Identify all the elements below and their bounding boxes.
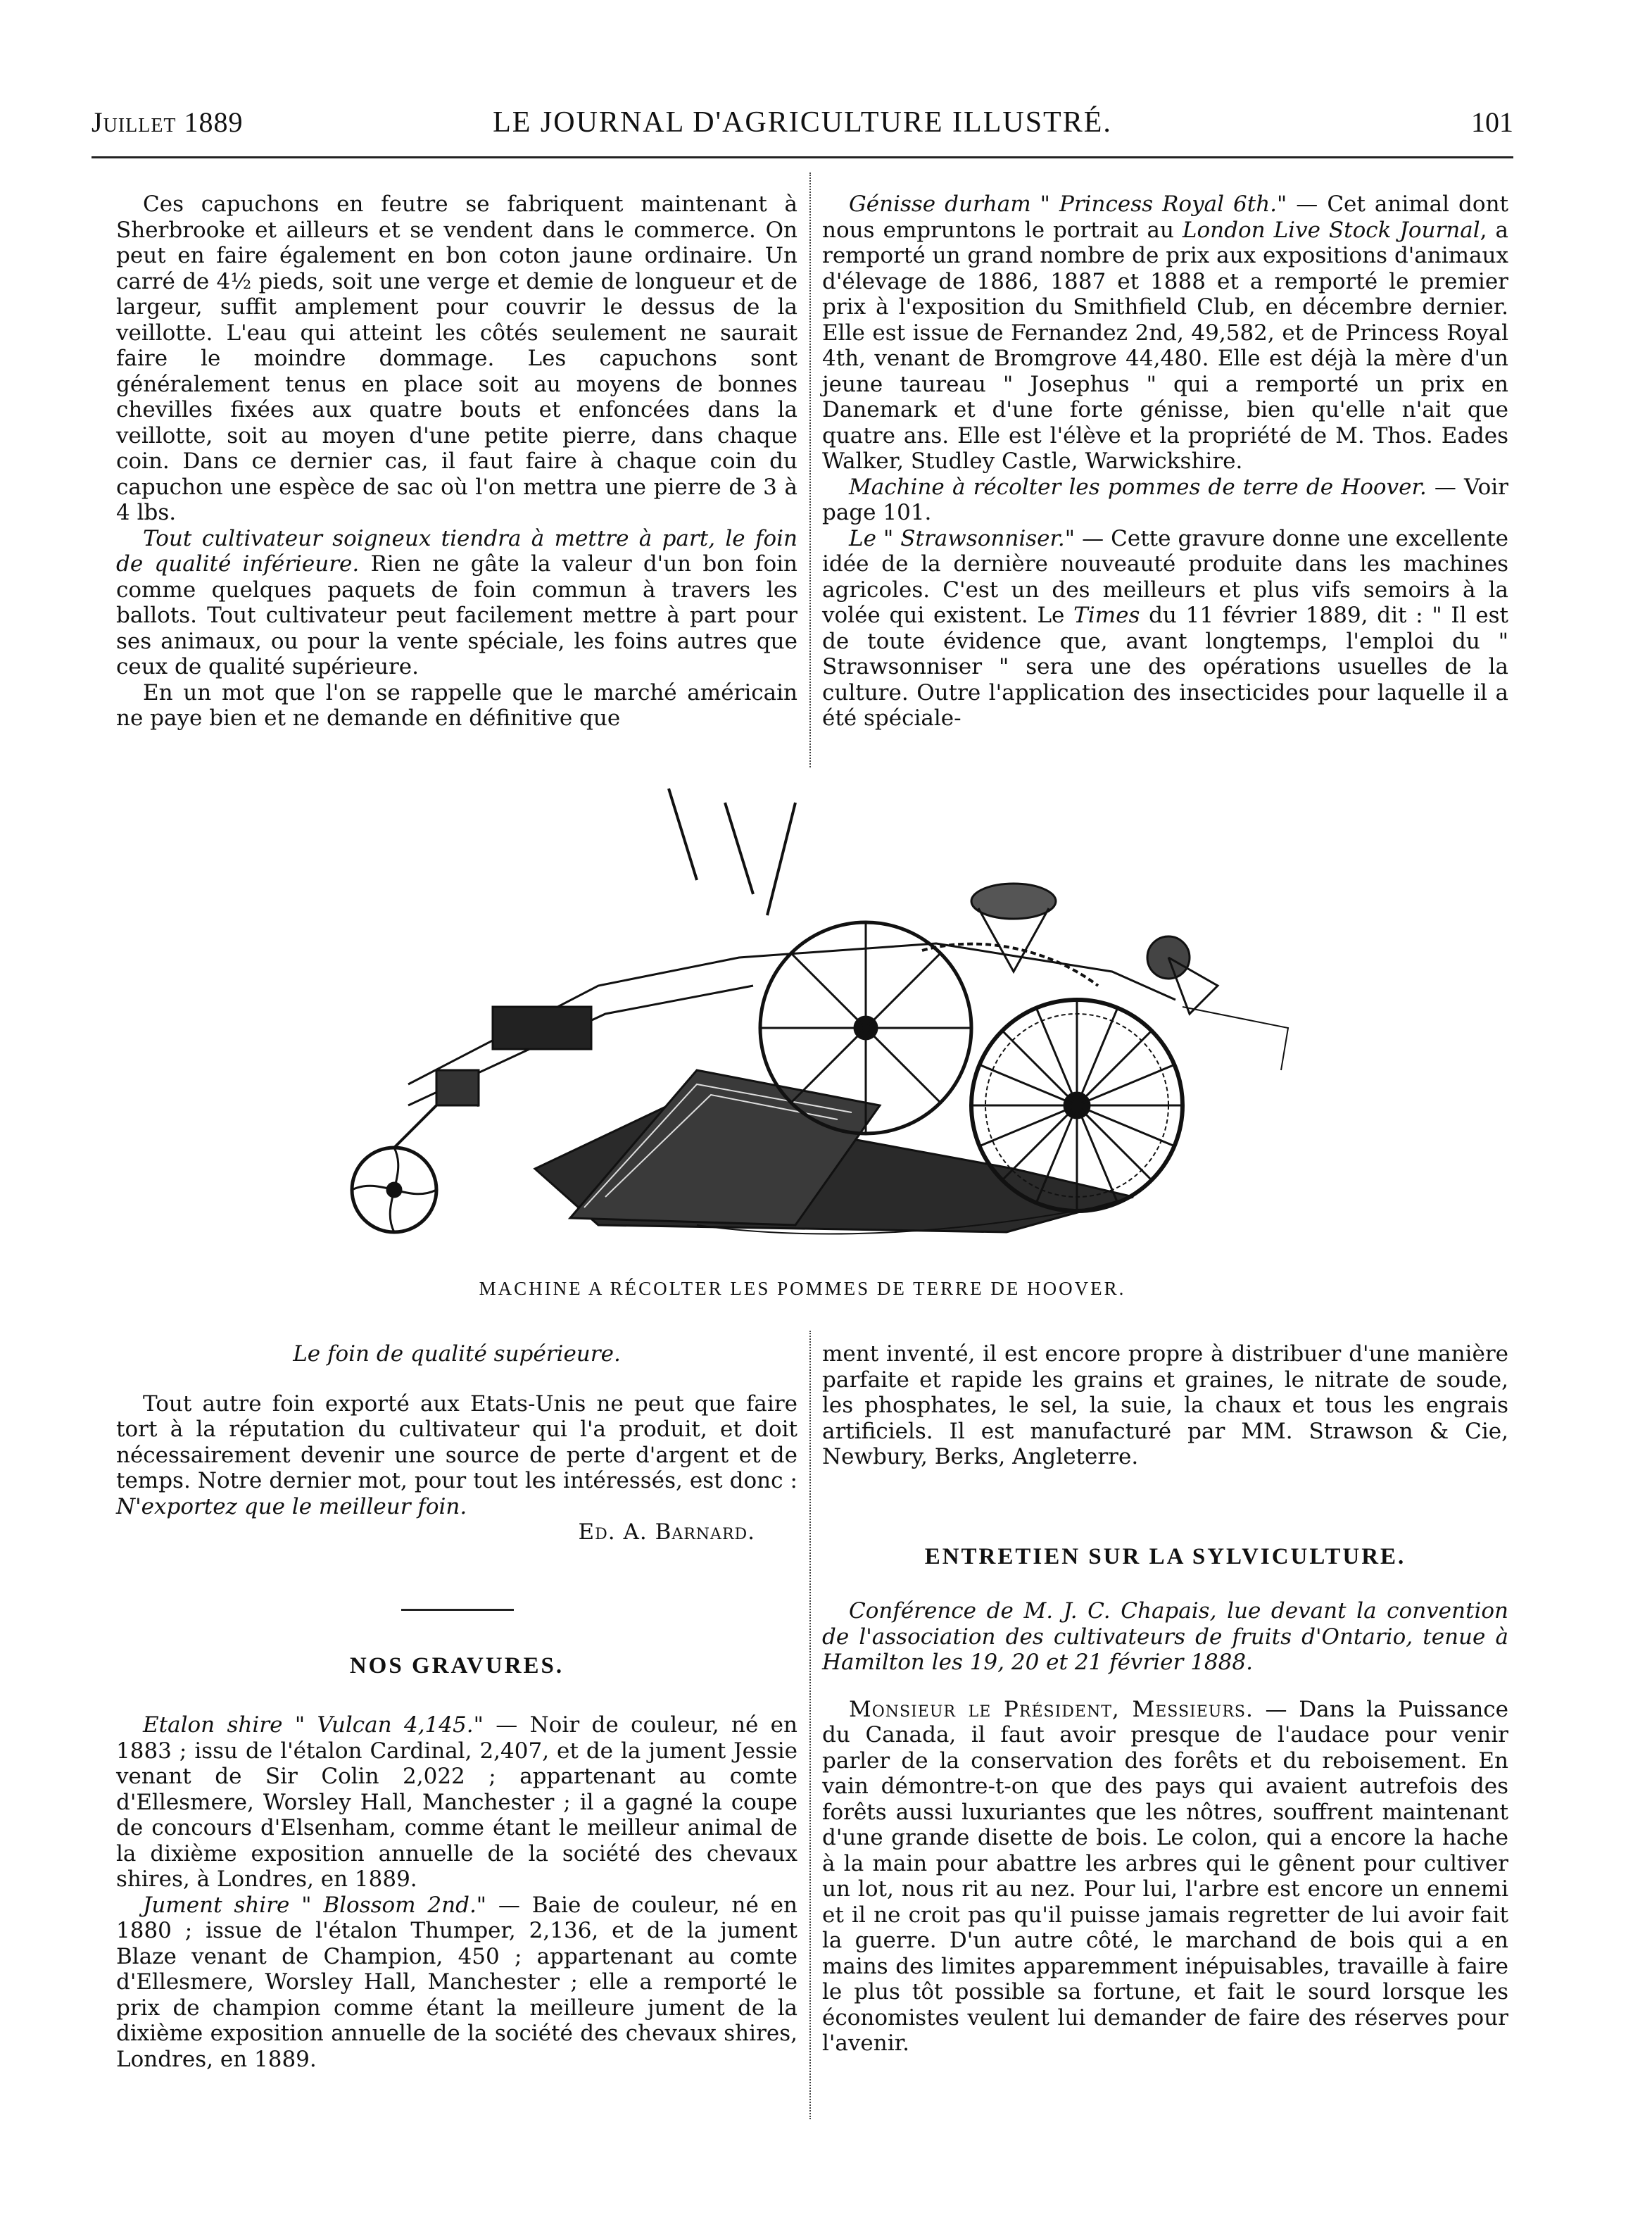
- header-rule: [92, 156, 1513, 158]
- newspaper-name: Times: [1073, 603, 1140, 628]
- paragraph-vulcan: [116, 1712, 797, 1893]
- paragraph-text: du 11 février 1889, dit : " Il est de toute évidence que, avant longtemps, l'emploi du " Strawsonniser " sera une des opérations usuelles de la culture. Outre l'application des insecticides pour laquelle il a été spéciale-: [822, 603, 1508, 731]
- column-right-bottom: [822, 1341, 1508, 1470]
- column-separator-bottom: [809, 1331, 811, 2119]
- potato-harvester-illustration: [303, 774, 1316, 1267]
- column-right-top: [822, 192, 1508, 732]
- figure-caption: MACHINE A RÉCOLTER LES POMMES DE TERRE DE HOOVER.: [479, 1278, 1126, 1299]
- header-title: LE JOURNAL D'AGRICULTURE ILLUSTRÉ.: [493, 106, 1112, 139]
- page-header: [92, 106, 1513, 148]
- paragraph-genisse: [822, 192, 1508, 475]
- paragraph-capuchons: Ces capuchons en feutre se fabriquent maintenant à Sherbrooke et ailleurs et se vendent dans le commerce. On peut en faire également en bon coton jaune ordinaire. Un carré de 4½ pieds, soit une verge et demie de longueur et de largeur, suffit amplement pour couvrir le dessus de la veillotte. L'eau qui atteint les côtés seulement ne saurait faire le moindre dommage. Les capuchons sont généralement tenus en place soit au moyens de bonnes chevilles fixées aux quatre bouts et enfoncées dans la veillotte, soit au moyen d'une petite pierre, dans chaque coin. Dans ce dernier cas, il faut faire à chaque coin du capuchon une espèce de sac où l'on mettra une pierre de 3 à 4 lbs.: [116, 192, 797, 525]
- column-separator-top: [809, 172, 811, 767]
- paragraph-text: — Dans la Puissance du Canada, il faut avoir presque de l'audace pour venir parler de la conservation des forêts et du reboisement. En vain démontre-t-on que des pays qui avaient autrefois des forêts aussi luxuriantes que les nôtres, souffrent maintenant d'une grande disette de bois. Le colon, qui a encore la hache à la main pour abattre les arbres qui le gênent pour cultiver un lot, nous rit au nez. Pour lui, l'arbre est encore un ennemi et il ne croit pas qu'il puisse jamais regretter de lui avoir fait la guerre. D'un autre côté, le marchand de bois qui a en mains des limites apparemment inépuisables, travaille à faire le plus tôt possible sa fortune, et fait le sourd lorsque les économistes veulent lui demander de faire des réserves pour l'avenir.: [822, 1696, 1508, 2056]
- paragraph-text: — Baie de couleur, né en 1880 ; issue de l'étalon Thumper, 2,136, et de la jument Blaze venant de Champion, 450 ; appartenant au comte d'Ellesmere, Worsley Hall, Manchester ; elle a remporté le prix de champion comme étant la meilleure jument de la dixième exposition annuelle de la société des chevaux shires, Londres, en 1889.: [116, 1892, 797, 2072]
- closing-italic: N'exportez que le meilleur foin.: [116, 1493, 467, 1519]
- paragraph-text: — Cet animal dont nous empruntons le portrait au: [822, 192, 1508, 243]
- paragraph-text: — Cette gravure donne une excellente idée de la dernière nouveauté produite dans les machines agricoles. C'est un des meilleurs et plus vifs semoirs à la volée qui existent. Le: [822, 525, 1508, 628]
- lead-italic: Machine à récolter les pommes de terre de Hoover.: [849, 474, 1427, 500]
- header-date: Juillet 1889: [92, 106, 244, 138]
- lead-italic: Jument shire " Blossom 2nd.": [143, 1892, 487, 1918]
- paragraph-text: Tout autre foin exporté aux Etats-Unis ne peut que faire tort à la réputation du cultivateur qui l'a produit, et doit nécessairement devenir une source de perte d'argent et de temps. Notre dernier mot, pour tout les intéressés, est donc :: [116, 1391, 797, 1493]
- lead-italic: Tout cultivateur soigneux tiendra à mettre à part, le foin de qualité inférieure.: [116, 525, 797, 577]
- paragraph-discours: [822, 1697, 1508, 2057]
- author-name: Ed. A. Barnard.: [578, 1519, 755, 1545]
- lead-italic: Le " Strawsonniser.": [849, 525, 1076, 551]
- subtitle-foin-superieur: Le foin de qualité supérieure.: [293, 1341, 621, 1367]
- header-page-number: 101: [1471, 106, 1513, 138]
- lead-italic: Génisse durham " Princess Royal 6th.": [849, 192, 1287, 217]
- paragraph-text: , a remporté un grand nombre de prix aux expositions d'animaux d'élevage de 1886, 1887 et 1888 et a remporté le premier prix à l'exposition du Smithfield Club, en décembre dernier. Elle est issue de Fernandez 2nd, 49,582, et de Princess Royal 4th, venant de Bromgrove 44,480. Elle est déjà la mère d'un jeune taureau " Josephus " qui a remporté un prix en Danemark et d'une forte génisse, bien qu'elle n'ait que quatre ans. Elle est l'élève et la propriété de M. Thos. Eades Walker, Studley Castle, Warwickshire.: [822, 217, 1508, 474]
- paragraph-text: Rien ne gâte la valeur d'un bon foin comme quelques paquets de foin commun à travers les ballots. Tout cultivateur peut facilement mettre à part pour ses animaux, ou pour la vente spéciale, les foins autres que ceux de qualité supérieure.: [116, 551, 798, 679]
- column-left-top: [116, 192, 797, 732]
- journal-name: London Live Stock Journal: [1182, 217, 1480, 243]
- paragraph-machine-hoover: [822, 475, 1508, 526]
- paragraph-foin-inferieur: [116, 526, 797, 680]
- section-title-nos-gravures: NOS GRAVURES.: [349, 1653, 565, 1678]
- paragraph-foin-exporte: [116, 1391, 797, 1520]
- engraving-potato-harvester: [303, 774, 1316, 1267]
- paragraph-blossom: [116, 1893, 797, 2073]
- paragraph-text: — Noir de couleur, né en 1883 ; issu de l'étalon Cardinal, 2,407, et de la jument Jessie venant de Sir Colin 2,022 ; appartenant au comte d'Ellesmere, Worsley Hall, Manchester ; il a gagné la coupe de concours d'Elsenham, comme étant le meilleur animal de la dixième exposition annuelle de la société des chevaux shires, à Londres, en 1889.: [116, 1712, 797, 1892]
- salutation: Monsieur le Président, Messieurs.: [849, 1696, 1254, 1722]
- section-divider: [401, 1609, 514, 1611]
- signature: [116, 1519, 797, 1545]
- paragraph-strawsonniser: [822, 526, 1508, 732]
- section-title-sylviculture: ENTRETIEN SUR LA SYLVICULTURE.: [924, 1544, 1406, 1569]
- paragraph-marche-americain: En un mot que l'on se rappelle que le marché américain ne paye bien et ne demande en définitive que: [116, 679, 797, 731]
- conference-description: Conférence de M. J. C. Chapais, lue devant la convention de l'association des cultivateurs de fruits d'Ontario, tenue à Hamilton les 19, 20 et 21 février 1888.: [822, 1598, 1508, 1675]
- lead-italic: Etalon shire " Vulcan 4,145.": [143, 1712, 484, 1738]
- column-left-gravures: [116, 1712, 797, 2072]
- paragraph-strawsonniser-cont: ment inventé, il est encore propre à distribuer d'une manière parfaite et rapide les grains et graines, le nitrate de soude, les phosphates, le sel, la suie, la chaux et tous les engrais artificiels. Il est manufacturé par MM. Strawson & Cie, Newbury, Berks, Angleterre.: [822, 1341, 1508, 1469]
- column-right-sylviculture: [822, 1598, 1508, 2057]
- column-left-bottom: [116, 1341, 797, 1545]
- paragraph-text: — Voir page 101.: [822, 474, 1508, 525]
